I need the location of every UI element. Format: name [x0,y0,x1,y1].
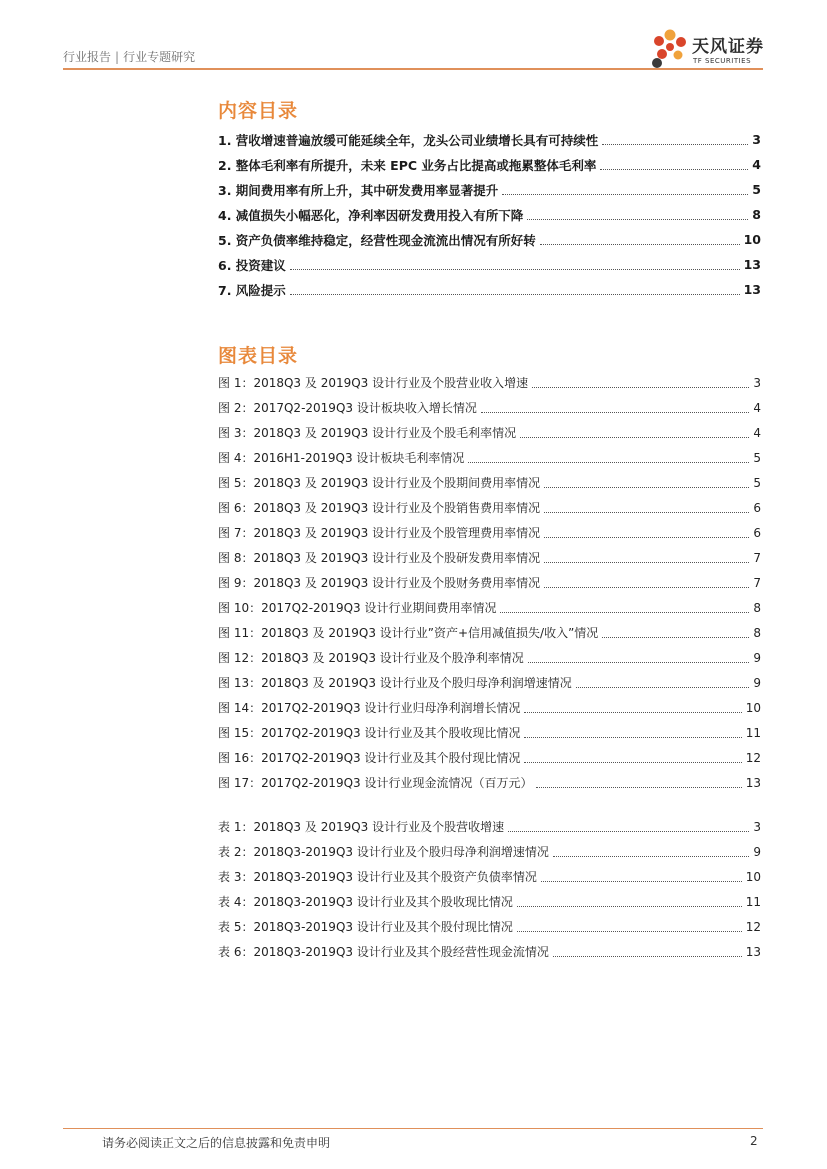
toc-leader-dots [520,437,749,438]
toc-entry-page: 3 [753,819,761,834]
figures-title: 图表目录 [218,345,299,367]
toc-entry-page: 12 [745,750,761,765]
toc-entry-page: 3 [753,375,761,390]
toc-entry-page: 4 [752,157,761,172]
toc-leader-dots [468,462,749,463]
figures-list [218,370,761,795]
toc-entry-page: 9 [753,675,761,690]
flower-logo-icon [650,28,690,70]
toc-entry-page: 7 [753,550,761,565]
tables-list [218,814,761,964]
toc-entry-label: 图 15：2017Q2-2019Q3 设计行业及其个股收现比情况 [218,726,521,740]
toc-leader-dots [502,194,748,195]
toc-entry-page: 13 [743,257,761,272]
toc-entry-page: 5 [753,475,761,490]
toc-entry[interactable] [218,545,761,570]
header-divider [63,68,763,70]
company-logo [650,28,770,68]
breadcrumb [63,48,195,65]
toc-entry[interactable] [218,939,761,964]
toc-leader-dots [532,387,749,388]
toc-entry-label: 图 17：2017Q2-2019Q3 设计行业现金流情况（百万元） [218,776,533,790]
toc-entry-page: 6 [753,500,761,515]
toc-entry-label: 4. 减值损失小幅恶化，净利率因研发费用投入有所下降 [218,207,524,223]
toc-entry[interactable] [218,395,761,420]
toc-entry[interactable] [218,470,761,495]
toc-leader-dots [553,856,750,857]
toc-entry[interactable] [218,670,761,695]
toc-entry[interactable] [218,720,761,745]
toc-leader-dots [508,831,749,832]
toc-entry-label: 图 16：2017Q2-2019Q3 设计行业及其个股付现比情况 [218,751,521,765]
toc-entry[interactable] [218,595,761,620]
toc-entry-page: 4 [753,425,761,440]
toc-entry[interactable] [218,252,761,277]
toc-entry-page: 13 [743,282,761,297]
toc-leader-dots [517,931,742,932]
breadcrumb-category: 行业报告 [63,50,112,64]
toc-entry-label: 表 4：2018Q3-2019Q3 设计行业及其个股收现比情况 [218,895,513,909]
toc-entry-page: 10 [745,869,761,884]
toc-entry[interactable] [218,520,761,545]
toc-leader-dots [600,169,748,170]
toc-entry-label: 表 6：2018Q3-2019Q3 设计行业及其个股经营性现金流情况 [218,945,549,959]
toc-entry[interactable] [218,695,761,720]
toc-leader-dots [544,562,749,563]
toc-entry[interactable] [218,889,761,914]
toc-entry-page: 5 [752,182,761,197]
toc-entry-label: 表 1：2018Q3 及 2019Q3 设计行业及个股营收增速 [218,820,505,834]
toc-entry-page: 3 [752,132,761,147]
toc-entry[interactable] [218,445,761,470]
toc-leader-dots [602,637,749,638]
toc-entry-label: 图 10：2017Q2-2019Q3 设计行业期间费用率情况 [218,601,497,615]
toc-entry-label: 图 2：2017Q2-2019Q3 设计板块收入增长情况 [218,401,477,415]
toc-entry[interactable] [218,127,761,152]
toc-entry[interactable] [218,645,761,670]
toc-leader-dots [500,612,749,613]
toc-entry[interactable] [218,227,761,252]
toc-leader-dots [541,881,742,882]
toc-entry[interactable] [218,745,761,770]
toc-leader-dots [527,219,748,220]
toc-leader-dots [517,906,742,907]
toc-leader-dots [544,587,749,588]
toc-entry-page: 9 [753,844,761,859]
toc-entry-page: 13 [745,944,761,959]
logo-chinese-name: 天风证券 [692,37,764,57]
toc-entry-label: 表 5：2018Q3-2019Q3 设计行业及其个股付现比情况 [218,920,513,934]
toc-leader-dots [540,244,740,245]
toc-leader-dots [290,269,740,270]
toc-entry-label: 1. 营收增速普遍放缓可能延续全年，龙头公司业绩增长具有可持续性 [218,132,599,148]
toc-entry-label: 图 8：2018Q3 及 2019Q3 设计行业及个股研发费用率情况 [218,551,541,565]
toc-entry-page: 9 [753,650,761,665]
toc-entry[interactable] [218,370,761,395]
toc-leader-dots [553,956,742,957]
toc-entry-page: 8 [753,600,761,615]
toc-leader-dots [528,662,750,663]
toc-entry-page: 13 [745,775,761,790]
disclaimer-text: 请务必阅读正文之后的信息披露和免责申明 [102,1136,331,1150]
toc-entry-page: 5 [753,450,761,465]
toc-entry[interactable] [218,770,761,795]
toc-leader-dots [481,412,750,413]
toc-entry[interactable] [218,420,761,445]
toc-leader-dots [544,487,749,488]
toc-entry-page: 10 [745,700,761,715]
toc-leader-dots [536,787,741,788]
toc-entry-label: 图 13：2018Q3 及 2019Q3 设计行业及个股归母净利润增速情况 [218,676,572,690]
contents-title: 内容目录 [218,100,299,122]
toc-entry-label: 2. 整体毛利率有所提升，未来 EPC 业务占比提高或拖累整体毛利率 [218,157,597,173]
toc-entry-label: 表 2：2018Q3-2019Q3 设计行业及个股归母净利润增速情况 [218,845,549,859]
toc-entry[interactable] [218,864,761,889]
toc-entry-label: 表 3：2018Q3-2019Q3 设计行业及其个股资产负债率情况 [218,870,537,884]
footer-divider [63,1128,763,1129]
toc-entry-label: 图 3：2018Q3 及 2019Q3 设计行业及个股毛利率情况 [218,426,517,440]
toc-entry-page: 11 [745,894,761,909]
contents-list [218,127,761,302]
toc-entry[interactable] [218,570,761,595]
toc-entry[interactable] [218,814,761,839]
toc-leader-dots [576,687,750,688]
toc-entry[interactable] [218,277,761,302]
toc-entry-page: 8 [753,625,761,640]
toc-entry[interactable] [218,839,761,864]
toc-entry-label: 图 7：2018Q3 及 2019Q3 设计行业及个股管理费用率情况 [218,526,541,540]
toc-entry[interactable] [218,177,761,202]
toc-entry[interactable] [218,152,761,177]
logo-english-name: TF SECURITIES [693,57,752,65]
toc-entry-label: 图 4：2016H1-2019Q3 设计板块毛利率情况 [218,451,465,465]
toc-entry-label: 图 5：2018Q3 及 2019Q3 设计行业及个股期间费用率情况 [218,476,541,490]
toc-entry-page: 4 [753,400,761,415]
toc-entry-label: 图 11：2018Q3 及 2019Q3 设计行业”资产+信用减值损失/收入”情况 [218,626,599,640]
toc-leader-dots [524,712,741,713]
toc-entry-page: 12 [745,919,761,934]
toc-entry-page: 8 [752,207,761,222]
toc-entry[interactable] [218,620,761,645]
toc-entry[interactable] [218,495,761,520]
toc-entry-label: 3. 期间费用率有所上升，其中研发费用率显著提升 [218,182,499,198]
toc-entry-page: 11 [745,725,761,740]
toc-entry[interactable] [218,914,761,939]
toc-entry-label: 图 9：2018Q3 及 2019Q3 设计行业及个股财务费用率情况 [218,576,541,590]
toc-leader-dots [290,294,740,295]
toc-leader-dots [544,512,749,513]
toc-entry-label: 5. 资产负债率维持稳定，经营性现金流流出情况有所好转 [218,232,536,248]
page-number: 2 [750,1134,758,1148]
toc-leader-dots [524,762,741,763]
toc-entry-page: 10 [743,232,761,247]
toc-entry-label: 图 1：2018Q3 及 2019Q3 设计行业及个股营业收入增速 [218,376,529,390]
toc-leader-dots [544,537,749,538]
toc-entry-label: 图 12：2018Q3 及 2019Q3 设计行业及个股净利率情况 [218,651,524,665]
toc-entry-label: 7. 风险提示 [218,282,286,298]
toc-entry-label: 图 14：2017Q2-2019Q3 设计行业归母净利润增长情况 [218,701,521,715]
toc-leader-dots [602,144,748,145]
toc-entry-page: 7 [753,575,761,590]
breadcrumb-subcategory: 行业专题研究 [123,50,196,64]
toc-entry-page: 6 [753,525,761,540]
toc-entry-label: 6. 投资建议 [218,257,286,273]
toc-entry[interactable] [218,202,761,227]
breadcrumb-separator: | [115,50,120,64]
toc-leader-dots [524,737,741,738]
toc-entry-label: 图 6：2018Q3 及 2019Q3 设计行业及个股销售费用率情况 [218,501,541,515]
